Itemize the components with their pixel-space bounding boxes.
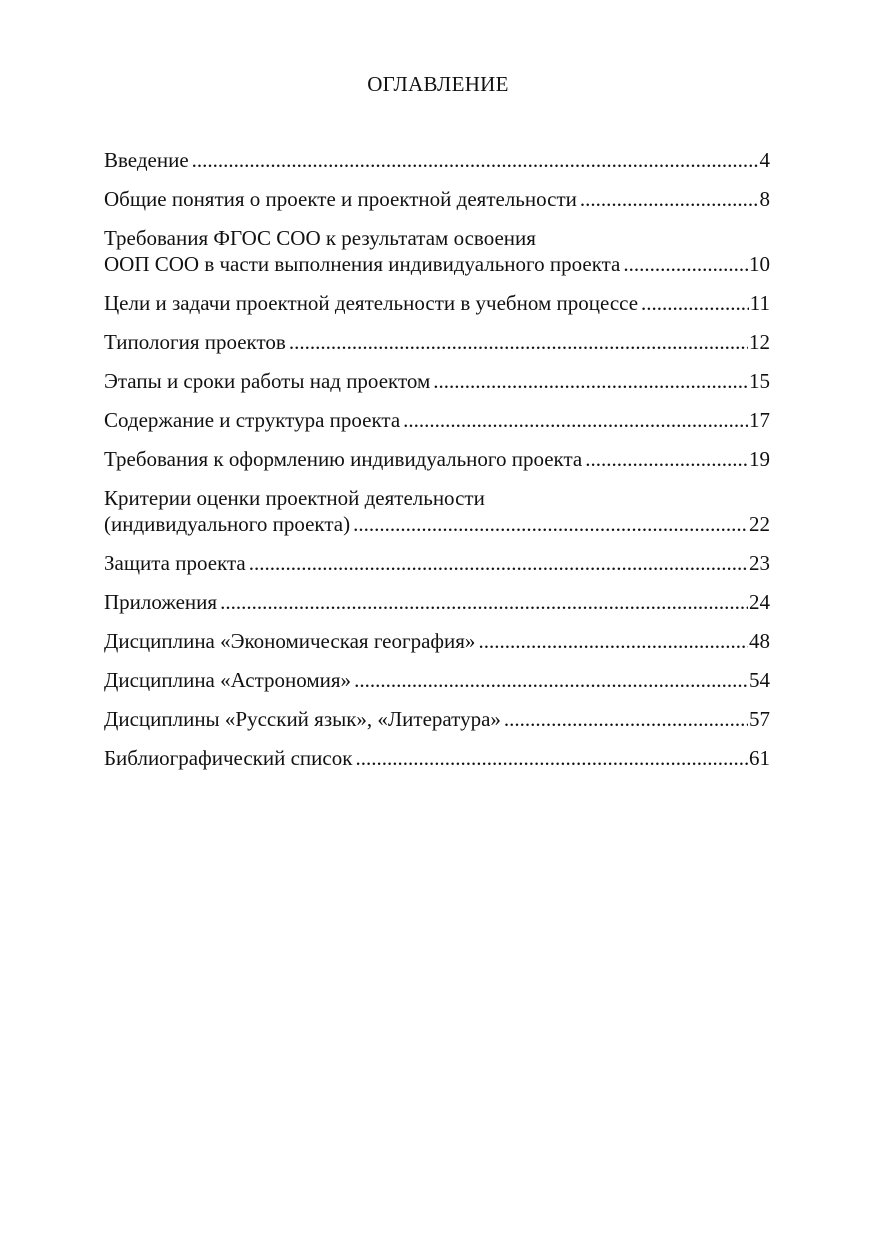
- toc-entry-title: Дисциплины «Русский язык», «Литература»: [104, 707, 501, 731]
- toc-dot-leader: [623, 251, 748, 277]
- toc-dot-leader: [403, 407, 748, 433]
- toc-entry-line: [104, 290, 770, 316]
- toc-dot-leader: [249, 550, 748, 576]
- page-title: ОГЛАВЛЕНИЕ: [367, 72, 509, 96]
- toc-page-number: 54: [749, 668, 770, 692]
- toc-dot-leader: [504, 706, 748, 732]
- toc-entry-line: [104, 745, 770, 771]
- toc-dot-leader: [192, 147, 759, 173]
- toc-entry-line: [104, 407, 770, 433]
- toc-entry[interactable]: [104, 446, 770, 472]
- toc-entry-line: [104, 589, 770, 615]
- toc-entry[interactable]: [104, 186, 770, 212]
- toc-entry-line: [104, 368, 770, 394]
- toc-entry[interactable]: [104, 667, 770, 693]
- toc-entry-title: Этапы и сроки работы над проектом: [104, 369, 431, 393]
- toc-page-number: 61: [749, 746, 770, 770]
- toc-dot-leader: [354, 667, 748, 693]
- toc-entry[interactable]: [104, 485, 770, 537]
- toc-entry[interactable]: [104, 147, 770, 173]
- toc-dot-leader: [289, 329, 748, 355]
- toc-entry-title: Типология проектов: [104, 330, 286, 354]
- toc-entry[interactable]: [104, 589, 770, 615]
- toc-dot-leader: [641, 290, 749, 316]
- toc-entry-title: Общие понятия о проекте и проектной деятельности: [104, 187, 577, 211]
- toc-entry-title: Дисциплина «Астрономия»: [104, 668, 352, 692]
- toc-entry-title: Введение: [104, 148, 189, 172]
- toc-entry[interactable]: [104, 407, 770, 433]
- toc-entry-line: [104, 511, 770, 537]
- toc-entry-line: [104, 329, 770, 355]
- toc-page-number: 19: [749, 447, 770, 471]
- toc-page-number: 8: [759, 187, 770, 211]
- toc-entry-title: Требования к оформлению индивидуального проекта: [104, 447, 583, 471]
- toc-entry[interactable]: [104, 706, 770, 732]
- toc-dot-leader: [478, 628, 748, 654]
- toc-page-number: 12: [749, 330, 770, 354]
- toc-page-number: 10: [749, 252, 770, 276]
- toc-entry-line: [104, 147, 770, 173]
- toc-entry-line: [104, 446, 770, 472]
- toc-entry-title: Библиографический список: [104, 746, 353, 770]
- toc-entry-title: Дисциплина «Экономическая география»: [104, 629, 476, 653]
- toc-entry-line: [104, 251, 770, 277]
- toc-entry-title-line: Требования ФГОС СОО к результатам освоения: [104, 226, 536, 250]
- toc-entry-line: [104, 628, 770, 654]
- toc-entry[interactable]: [104, 550, 770, 576]
- table-of-contents: [104, 147, 770, 784]
- toc-entry-line: [104, 667, 770, 693]
- toc-page-number: 23: [749, 551, 770, 575]
- toc-page-number: 11: [749, 291, 770, 315]
- toc-page-number: 15: [749, 369, 770, 393]
- toc-entry[interactable]: [104, 329, 770, 355]
- toc-entry[interactable]: [104, 628, 770, 654]
- toc-page-number: 48: [749, 629, 770, 653]
- toc-entry-title: Защита проекта: [104, 551, 246, 575]
- toc-entry-title: ООП СОО в части выполнения индивидуального проекта: [104, 252, 621, 276]
- toc-dot-leader: [353, 511, 748, 537]
- toc-entry-title-line: Критерии оценки проектной деятельности: [104, 486, 485, 510]
- toc-page-number: 24: [749, 590, 770, 614]
- toc-entry-title: (индивидуального проекта): [104, 512, 351, 536]
- toc-entry-line: [104, 186, 770, 212]
- toc-entry[interactable]: [104, 225, 770, 277]
- toc-entry-title: Цели и задачи проектной деятельности в учебном процессе: [104, 291, 639, 315]
- toc-entry[interactable]: [104, 290, 770, 316]
- toc-dot-leader: [220, 589, 748, 615]
- toc-dot-leader: [585, 446, 748, 472]
- toc-entry-line: [104, 550, 770, 576]
- toc-page-number: 4: [759, 148, 770, 172]
- toc-entry-title: Приложения: [104, 590, 218, 614]
- toc-entry[interactable]: [104, 745, 770, 771]
- toc-dot-leader: [355, 745, 748, 771]
- toc-dot-leader: [433, 368, 748, 394]
- toc-entry-line: [104, 706, 770, 732]
- toc-dot-leader: [580, 186, 759, 212]
- toc-page-number: 57: [749, 707, 770, 731]
- toc-entry[interactable]: [104, 368, 770, 394]
- toc-entry-title: Содержание и структура проекта: [104, 408, 401, 432]
- toc-page-number: 22: [749, 512, 770, 536]
- toc-page-number: 17: [749, 408, 770, 432]
